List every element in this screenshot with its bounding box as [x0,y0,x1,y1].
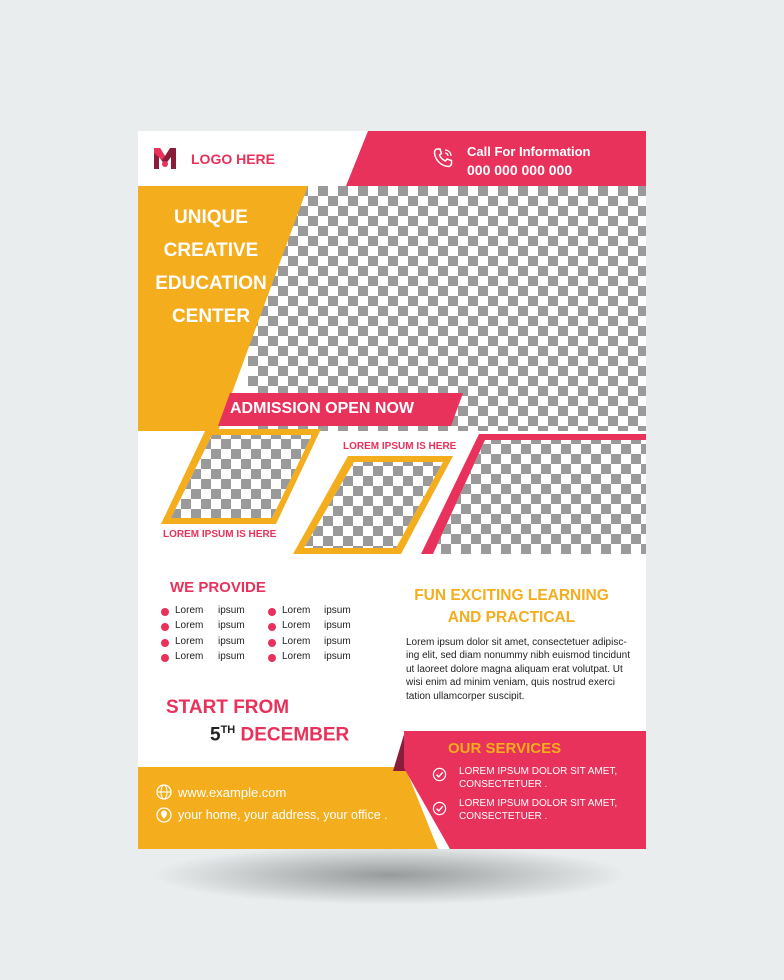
check-circle-icon [432,767,447,782]
phone-number: 000 000 000 000 [467,162,573,178]
fun-body-line: ing elit, sed diam nonummy nibh euismod tincidunt [406,650,631,662]
fun-title-line: AND PRACTICAL [447,609,576,626]
check-circle-icon [432,801,447,816]
bullet-dot [161,608,169,616]
provide-item: Lorem [175,620,204,631]
provide-item: ipsum [324,636,351,647]
provide-item: Lorem [282,636,311,647]
phone-icon [431,146,455,170]
bullet-dot [161,623,169,631]
logo-m-icon [152,145,178,171]
fun-body-line: wisi enim ad minim veniam, quis nostrud exerci [406,677,615,689]
hero-title-line: EDUCATION [155,273,267,294]
call-label: Call For Information [467,144,591,159]
service-item [459,797,617,823]
provide-item: Lorem [282,651,311,662]
bullet-dot [161,654,169,662]
bullet-dot [161,639,169,647]
fun-title [393,585,630,629]
provide-item: ipsum [324,605,351,616]
start-suffix: TH [220,724,236,736]
provide-item: Lorem [175,636,204,647]
bullet-dot [268,654,276,662]
service-item-line: CONSECTETUER . [459,811,548,822]
bullet-dot [268,639,276,647]
gallery-caption-middle: LOREM IPSUM IS HERE [343,441,457,452]
gallery-caption-left: LOREM IPSUM IS HERE [163,529,277,540]
fun-body-line: Lorem ipsum dolor sit amet, consectetuer adipisc- [406,637,627,648]
start-line1: START FROM [166,697,290,718]
provide-item: ipsum [218,636,245,647]
provide-item: Lorem [175,605,204,616]
provide-item: ipsum [218,651,245,662]
fun-body-line: ut laoreet dolore magna aliquam erat volutpat. Ut [406,663,623,675]
provide-item: ipsum [218,620,245,631]
service-item [459,765,617,791]
provide-item: Lorem [175,651,204,662]
service-item-line: CONSECTETUER . [459,779,548,790]
provide-item: Lorem [282,605,311,616]
header-slant [346,131,386,186]
flyer-shadow [150,845,630,905]
provide-heading: WE PROVIDE [170,579,266,596]
globe-icon [156,784,172,800]
provide-item: ipsum [218,605,245,616]
logo-text: LOGO HERE [191,151,276,167]
flyer [138,131,646,849]
service-item-line: LOREM IPSUM DOLOR SIT AMET, [459,766,618,777]
start-month: DECEMBER [240,724,350,746]
bullet-dot [268,623,276,631]
admission-text: ADMISSION OPEN NOW [230,400,415,417]
services-heading: OUR SERVICES [448,740,562,757]
bullet-dot [268,608,276,616]
fun-title-line: FUN EXCITING LEARNING [414,587,609,604]
fun-body-line: tation ullamcorper suscipit. [406,690,525,702]
hero-title-line: CENTER [171,306,251,327]
address-text: your home, your address, your office . [178,808,388,822]
fun-body [406,636,641,703]
hero-title [138,201,284,333]
start-date [210,724,349,746]
start-day: 5 [210,724,221,746]
provide-item: Lorem [282,620,311,631]
provide-item: ipsum [324,620,351,631]
service-item-line: LOREM IPSUM DOLOR SIT AMET, [459,798,618,809]
website-text[interactable]: www.example.com [178,785,287,800]
hero-title-line: UNIQUE [174,207,248,228]
hero-title-line: CREATIVE [163,240,259,261]
location-icon [156,807,172,823]
provide-item: ipsum [324,651,351,662]
